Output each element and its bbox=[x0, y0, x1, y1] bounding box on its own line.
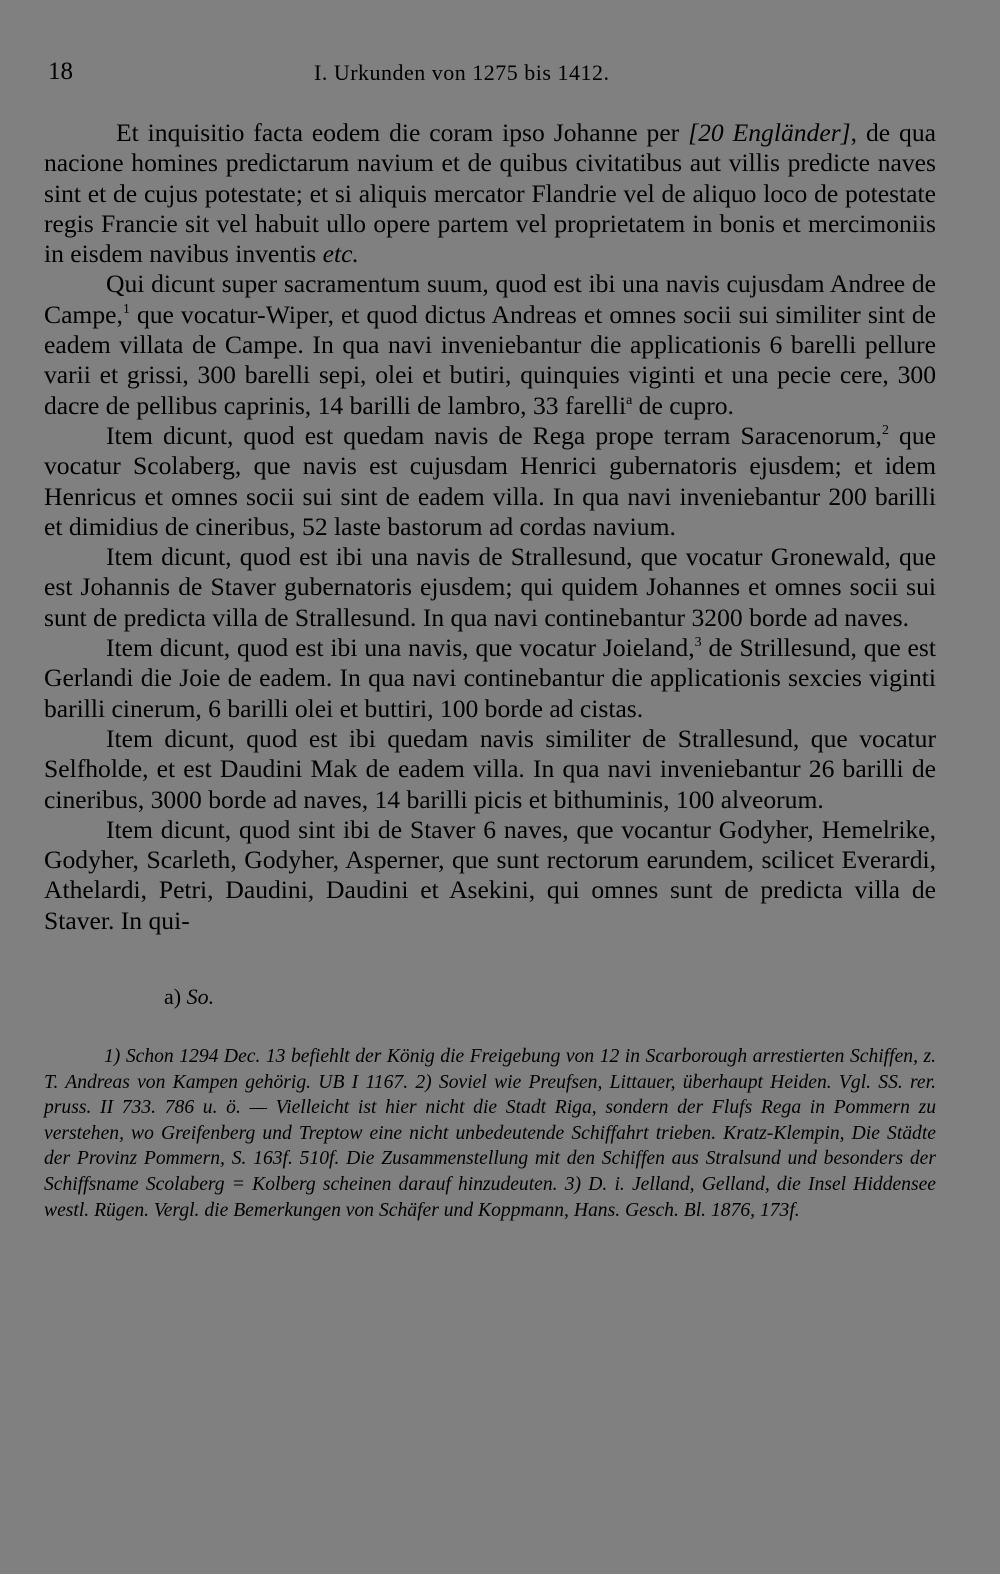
footnotes-content: 1) Schon 1294 Dec. 13 befiehlt der König die Freigebung von 12 in Scarborough arrestierten Schiffen, z. T. Andreas von Kampen gehörig. UB I 1167. 2) Soviel wie Preufsen, Littauer, überhaupt Heiden. Vgl. SS. rer. pruss. II 733. 786 u. ö. — Vielleicht ist hier nicht die Stadt Riga, sondern der Flufs Rega in Pommern zu verstehen, wo Greifenberg und Treptow eine nicht unbedeutende Schiffahrt trieben. Kratz-Klempin, Die Städte der Provinz Pommern, S. 163f. 510f. Die Zusammenstellung mit den Schiffen aus Stralsund und besonders der Schiffsname Scolaberg = Kolberg scheinen darauf hinzudeuten. 3) D. i. Jelland, Gelland, die Insel Hiddensee westl. Rügen. Vergl. die Bemerkungen von Schäfer und Koppmann, Hans. Gesch. Bl. 1876, 173f. bbox=[44, 1046, 936, 1221]
paragraph-6: Item dicunt, quod est ibi quedam navis similiter de Strallesund, que vocatur Selfholde, et est Daudini Mak de eadem villa. In qua navi inveniebantur 26 barilli de cineribus, 3000 borde ad naves, 14 barilli picis et bithuminis, 100 alveorum. bbox=[44, 723, 936, 814]
paragraph-1 bbox=[44, 118, 936, 269]
paragraph-2 bbox=[44, 269, 936, 420]
document-body bbox=[44, 118, 936, 936]
footnote-ref-2: 2 bbox=[881, 422, 889, 438]
footnotes-text bbox=[44, 1044, 936, 1223]
footnote-ref-a: a bbox=[626, 392, 633, 408]
paragraph-text: de Strillesund, que est Gerlandi die Joie de eadem. In qua navi continebantur die applicationis sexcies viginti barilli cinerum, 6 barilli olei et buttiri, 100 borde ad cistas. bbox=[44, 633, 936, 723]
textual-note-a bbox=[164, 984, 936, 1010]
page-header bbox=[44, 56, 936, 96]
paragraph-text: que vocatur-Wiper, et quod dictus Andreas et omnes socii sui similiter sint de eadem villata de Campe. In qua navi inveniebantur die applicationis 6 barelli pellure varii et grissi, 300 barelli sepi, olei et butiri, quinquies viginti et una pecie cere, 300 dacre de pellibus caprinis, 14 barilli de lambro, 33 farelli bbox=[44, 299, 936, 420]
paragraph-3 bbox=[44, 421, 936, 542]
note-label: a) bbox=[164, 984, 187, 1010]
paragraph-4: Item dicunt, quod est ibi una navis de Strallesund, que vocatur Gronewald, que est Johannis de Staver gubernatoris ejusdem; qui quidem Johannes et omnes socii sui sunt de predicta villa de Strallesund. In qua navi continebantur 3200 borde ad naves. bbox=[44, 542, 936, 632]
running-head: I. Urkunden von 1275 bis 1412. bbox=[314, 60, 610, 85]
footnote-ref-3: 3 bbox=[694, 635, 702, 651]
page-number: 18 bbox=[48, 58, 73, 85]
paragraph-text: de cupro. bbox=[632, 390, 734, 420]
note-text: So. bbox=[186, 984, 215, 1010]
paragraph-7: Item dicunt, quod sint ibi de Staver 6 naves, que vocantur Godyher, Hemelrike, Godyher, Scarleth, Godyher, Asperner, que sunt rectorum earundem, scilicet Everardi, Athelardi, Petri, Daudini, Daudini et Asekini, qui omnes sunt de predicta villa de Staver. In qui- bbox=[44, 814, 936, 935]
etc-abbreviation: etc. bbox=[322, 239, 359, 269]
paragraph-text: Item dicunt, quod est ibi una navis, que vocatur Joieland, bbox=[106, 633, 695, 663]
paragraph-text: Qui dicunt super sacramentum suum, quod est ibi una navis cujusdam Andree de Campe, bbox=[44, 269, 936, 329]
footnote-ref-1: 1 bbox=[122, 301, 130, 317]
paragraph-text: , de qua nacione homines predictarum navium et de quibus civitatibus aut villis predicte naves sint et de cujus potestate; et si aliquis mercator Flandrie vel de aliquo loco de potestate regis Francie sit vel habuit ullo opere partem vel proprietatem in bonis et mercimoniis in eisdem navibus inventis bbox=[44, 118, 936, 269]
paragraph-text: Et inquisitio facta eodem die coram ipso Johanne per bbox=[116, 118, 689, 147]
paragraph-5 bbox=[44, 633, 936, 724]
paragraph-text: que vocatur Scolaberg, que navis est cujusdam Henrici gubernatoris ejusdem; et idem Henricus et omnes socii sui sint de eadem villa. In qua navi inveniebantur 200 barilli et dimidius de cineribus, 52 laste bastorum ad cordas navium. bbox=[44, 420, 936, 541]
footnotes bbox=[44, 1044, 936, 1223]
document-page bbox=[44, 56, 936, 1223]
editorial-insert: [20 Engländer] bbox=[688, 118, 851, 147]
paragraph-text: Item dicunt, quod est quedam navis de Rega prope terram Saracenorum, bbox=[106, 420, 882, 450]
